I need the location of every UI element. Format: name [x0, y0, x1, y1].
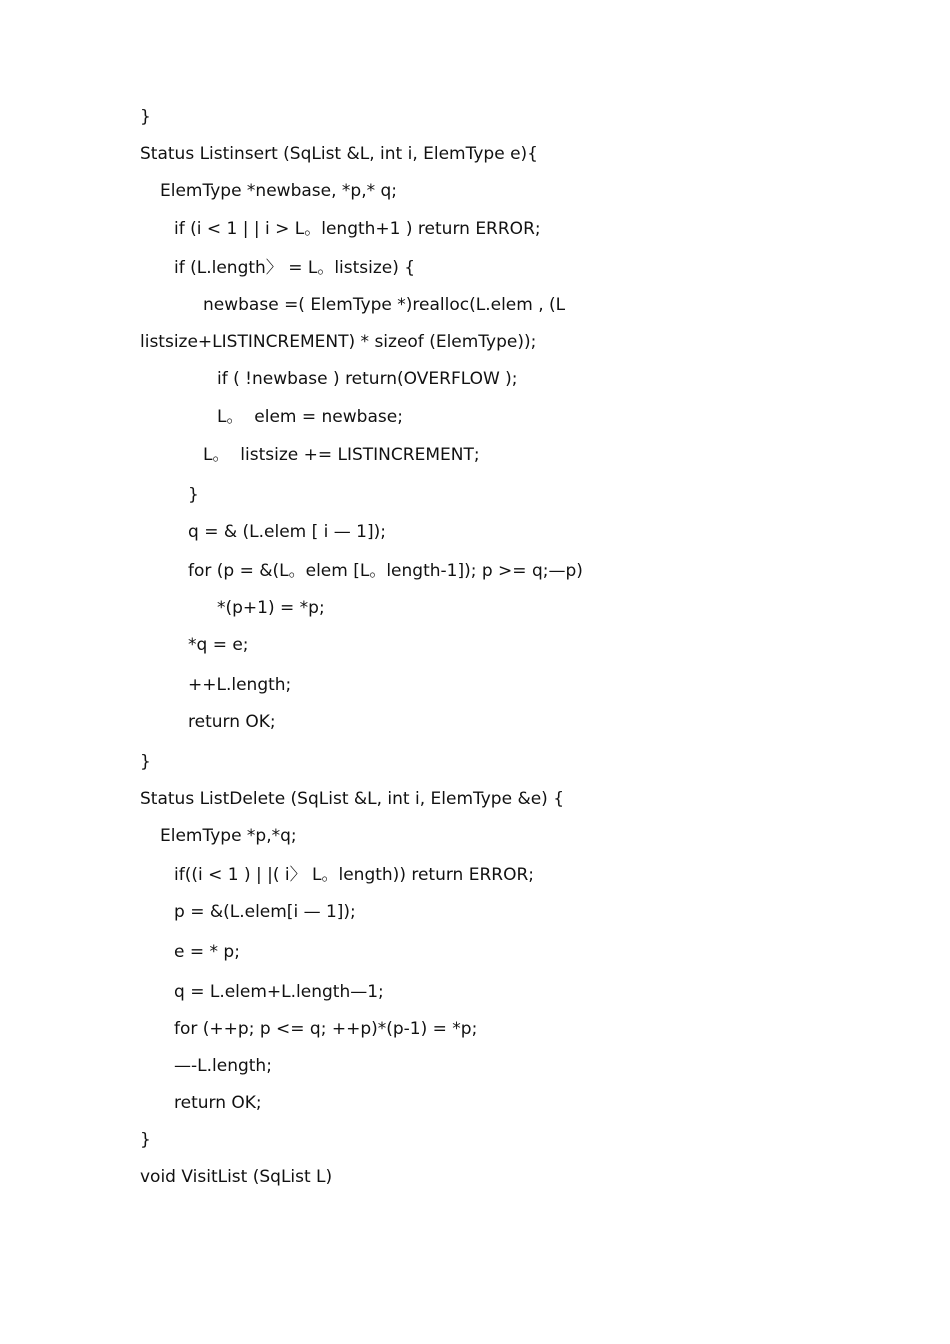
code-line: L。 elem = newbase;	[217, 407, 403, 427]
code-line: }	[188, 485, 199, 505]
code-line: }	[140, 1130, 151, 1150]
code-line: if((i < 1 ) | |( i〉 L。length)) return ERROR;	[174, 865, 535, 885]
code-line: if (L.length〉 = L。listsize) {	[174, 258, 416, 278]
code-line: ElemType *p,*q;	[160, 826, 297, 846]
code-line: }	[140, 107, 151, 127]
code-line: if (i < 1 | | i > L。length+1 ) return ERROR;	[174, 219, 541, 239]
code-line: return OK;	[174, 1093, 262, 1113]
code-line: ++L.length;	[188, 675, 292, 695]
code-line: for (p = &(L。elem [L。length-1]); p >= q;—p)	[188, 561, 583, 581]
code-line: e = * p;	[174, 942, 240, 962]
code-line: if ( !newbase ) return(OVERFLOW );	[217, 369, 518, 389]
code-line: p = &(L.elem[i — 1]);	[174, 902, 356, 922]
code-line: listsize+LISTINCREMENT) * sizeof (ElemType));	[140, 332, 537, 352]
code-line: for (++p; p <= q; ++p)*(p-1) = *p;	[174, 1019, 478, 1039]
code-line: *q = e;	[188, 635, 249, 655]
code-line: ElemType *newbase, *p,* q;	[160, 181, 398, 201]
code-line: void VisitList (SqList L)	[140, 1167, 333, 1187]
code-line: —-L.length;	[174, 1056, 272, 1076]
code-line: q = L.elem+L.length—1;	[174, 982, 384, 1002]
code-line: Status Listinsert (SqList &L, int i, ElemType e){	[140, 144, 538, 164]
code-line: return OK;	[188, 712, 276, 732]
code-line: newbase =( ElemType *)realloc(L.elem , (L	[203, 295, 566, 315]
code-line: L。 listsize += LISTINCREMENT;	[203, 445, 480, 465]
code-line: Status ListDelete (SqList &L, int i, ElemType &e) {	[140, 789, 565, 809]
code-line: q = & (L.elem [ i — 1]);	[188, 522, 386, 542]
code-line: }	[140, 752, 151, 772]
code-line: *(p+1) = *p;	[217, 598, 325, 618]
